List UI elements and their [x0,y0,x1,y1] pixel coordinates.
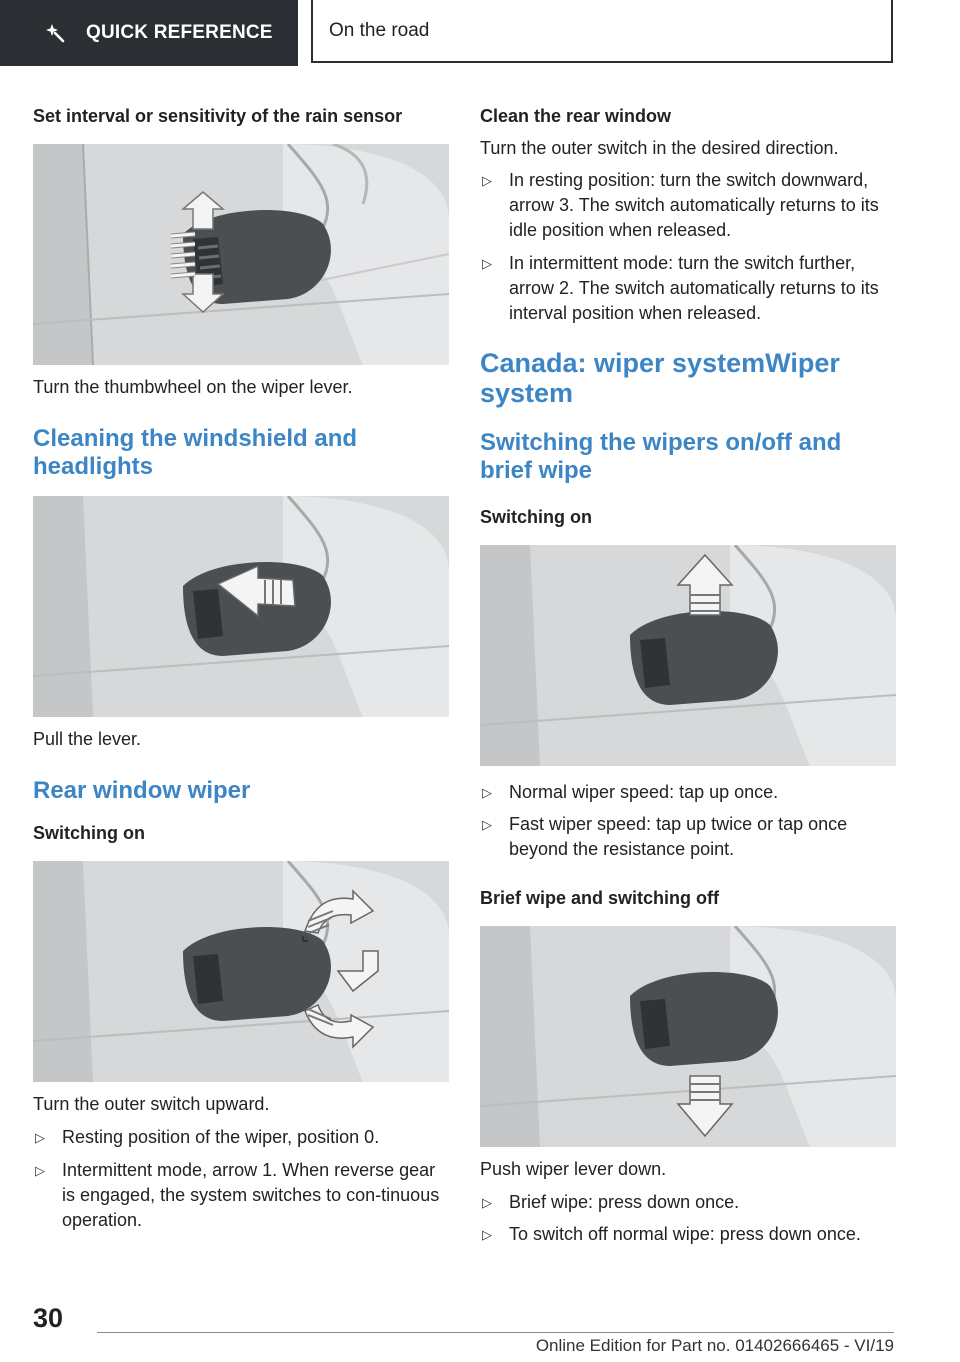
triangle-bullet-icon: ▷ [482,1195,492,1210]
list-item: ▷ In intermittent mode: turn the switch further, arrow 2. The switch automatically returns to its interval position when released. [482,253,879,323]
pull-lever-illustration [33,496,449,717]
rain-sensor-title: Set interval or sensitivity of the rain sensor [33,106,403,126]
rear-wiper-heading: Rear window wiper [33,777,251,804]
list-item: ▷ Fast wiper speed: tap up twice or tap once beyond the resistance point. [482,814,848,859]
thumbwheel-illustration [33,144,449,365]
switching-heading: Switching the wipers on/off and brief wipe [480,429,842,484]
list-item: ▷ Brief wipe: press down once. [480,1190,896,1215]
chapter-tab [311,0,893,63]
section-tab-label: QUICK REFERENCE [86,22,273,43]
brief-wipe-title: Brief wipe and switching off [480,888,720,908]
edition-note: Online Edition for Part no. 01402666465 - VI/19 [535,1336,894,1355]
triangle-bullet-icon: ▷ [482,173,492,188]
cleaning-heading: Cleaning the windshield and headlights [33,425,358,480]
rear-bullet-list [33,1125,449,1233]
switching-on-bullet-list [480,780,896,862]
page-header [0,0,960,66]
clean-rear-title: Clean the rear window [480,106,672,126]
footer-divider [97,1332,894,1333]
rear-switching-on-title: Switching on [33,823,145,843]
list-item: ▷ To switch off normal wipe: press down once. [480,1222,896,1247]
chapter-tab-label: On the road [329,19,430,41]
right-column [480,104,896,1247]
triangle-bullet-icon: ▷ [482,785,492,800]
push-down-illustration [480,926,896,1147]
wand-star-icon [44,22,66,44]
brief-wipe-bullet-list [480,1190,896,1247]
cleaning-text: Pull the lever. [33,729,142,749]
list-item: ▷ In resting position: turn the switch downward, arrow 3. The switch automatically returns to its idle position when released. [482,170,879,240]
page-number: 30 [33,1303,64,1333]
tap-up-illustration [480,545,896,766]
list-item: ▷ Resting position of the wiper, position 0. [33,1125,449,1150]
list-item: ▷ Intermittent mode, arrow 1. When reverse gear is engaged, the system switches to con‐tinuous operation. [35,1160,440,1230]
clean-rear-bullet-list [480,168,896,326]
clean-rear-text: Turn the outer switch in the desired direction. [480,138,839,158]
rear-switch-illustration [33,861,449,1082]
triangle-bullet-icon: ▷ [482,1227,492,1242]
switching-on-title: Switching on [480,507,592,527]
triangle-bullet-icon: ▷ [35,1130,45,1145]
triangle-bullet-icon: ▷ [35,1163,45,1178]
brief-wipe-text: Push wiper lever down. [480,1159,667,1179]
rear-switch-text: Turn the outer switch upward. [33,1094,270,1114]
section-tab [0,0,298,66]
canada-heading: Canada: wiper systemWiper system [480,348,840,408]
rain-sensor-text: Turn the thumbwheel on the wiper lever. [33,377,353,397]
triangle-bullet-icon: ▷ [482,256,492,271]
triangle-bullet-icon: ▷ [482,817,492,832]
list-item: ▷ Normal wiper speed: tap up once. [480,780,896,805]
page-footer [0,1295,960,1362]
left-column [33,104,449,1233]
